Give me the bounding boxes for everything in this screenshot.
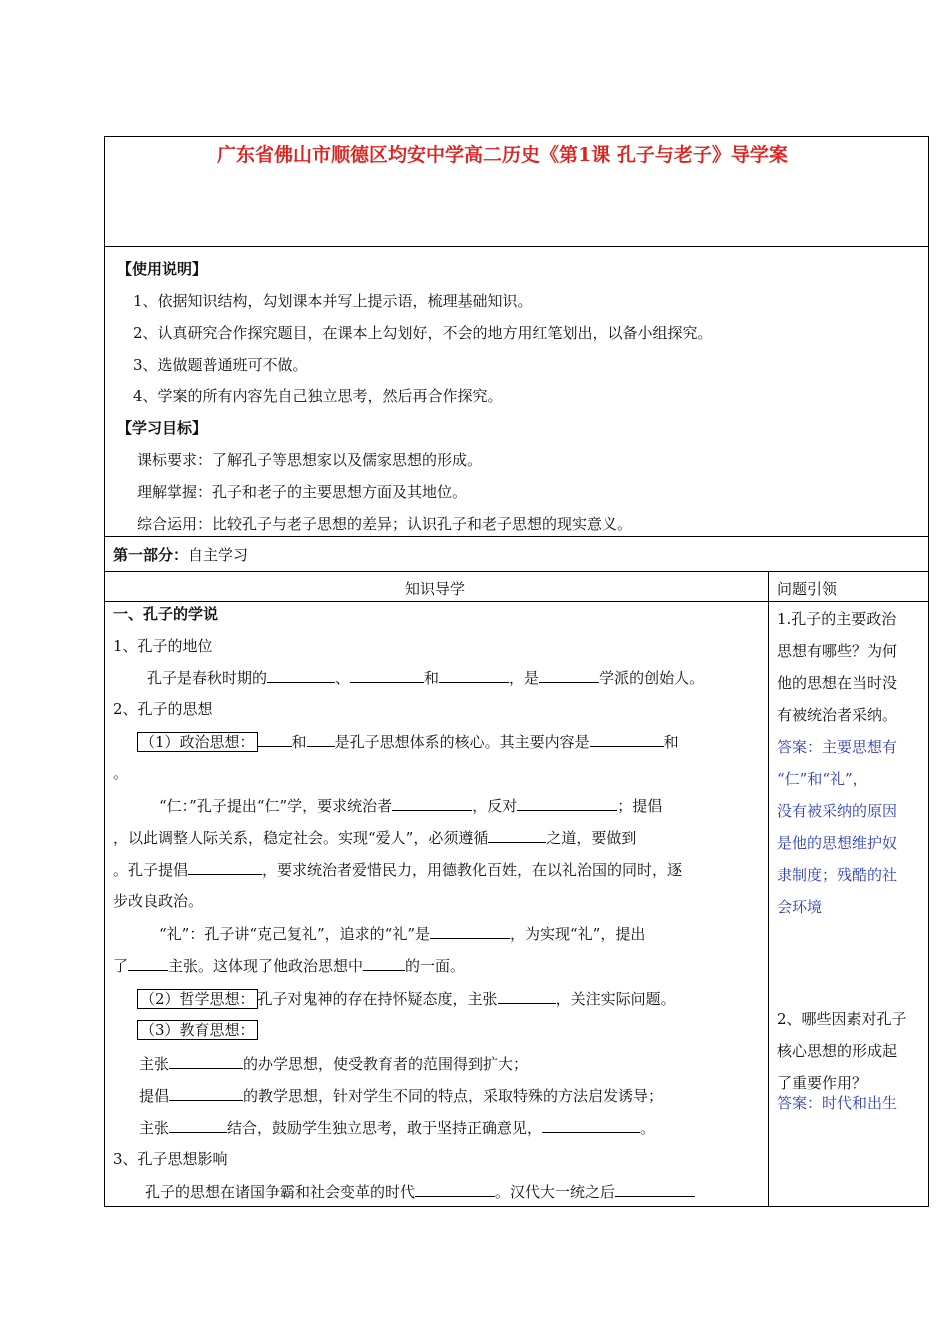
- fill-line: 提倡 的教学思想，针对学生不同的特点，采取特殊的方法启发诱导；: [139, 1087, 664, 1105]
- question-1: 1.孔子的主要政治 思想有哪些？为何 他的思想在当时没 有被统治者采纳。: [777, 610, 898, 724]
- goal-item: 理解掌握：孔子和老子的主要思想方面及其地位。: [137, 483, 468, 501]
- fill-line: 主张 结合，鼓励学生独立思考，敢于坚持正确意见， 。: [139, 1119, 656, 1137]
- fill-line: “仁：”孔子提出“仁”学，要求统治者 ，反对 ；提倡: [159, 797, 663, 815]
- usage-item: 3、选做题普通班可不做。: [133, 356, 308, 374]
- row-divider: [105, 571, 928, 572]
- fill-line: “礼”：孔子讲“克己复礼”，追求的“礼”是 ，为实现“礼”，提出: [159, 925, 646, 943]
- goal-item: 综合运用：比较孔子与老子思想的差异；认识孔子和老子思想的现实意义。: [137, 515, 633, 533]
- column-header-right: 问题引领: [777, 580, 838, 598]
- subsection-heading: 3、孔子思想影响: [113, 1150, 228, 1168]
- fill-line: （2）哲学思想： 孔子对鬼神的存在持怀疑态度，主张 ，关注实际问题。: [137, 988, 676, 1009]
- text-line: 。: [113, 764, 129, 782]
- usage-item: 4、学案的所有内容先自己独立思考，然后再合作探究。: [133, 387, 503, 405]
- fill-line: （1）政治思想： 和 是孔子思想体系的核心。其主要内容是 和: [137, 731, 679, 752]
- text-line: 步改良政治。: [113, 892, 204, 910]
- education-heading: [137, 1020, 258, 1040]
- education-thought-box: （3）教育思想：: [137, 1020, 258, 1040]
- usage-item: 2、认真研究合作探究题目，在课本上勾划好，不会的地方用红笔划出，以备小组探究。: [133, 324, 713, 342]
- fill-line: 孔子是春秋时期的 、 和 ，是 学派的创始人。: [147, 669, 705, 687]
- part-heading: 第一部分：自主学习: [113, 546, 249, 564]
- question-2: 2、哪些因素对孔子 核心思想的形成起 了重要作用？: [777, 1010, 907, 1092]
- worksheet-table: [104, 136, 929, 1207]
- political-thought-box: （1）政治思想：: [137, 732, 258, 752]
- usage-item: 1、依据知识结构，勾划课本并写上提示语，梳理基础知识。: [133, 292, 533, 310]
- row-divider: [105, 536, 928, 537]
- goal-item: 课标要求：了解孔子等思想家以及儒家思想的形成。: [137, 451, 483, 469]
- usage-heading: 【使用说明】: [117, 260, 208, 278]
- column-divider: [768, 571, 769, 1206]
- section-heading: 一、孔子的学说: [113, 605, 219, 623]
- fill-line: ，以此调整人际关系，稳定社会。实现“爱人”，必须遵循 之道，要做到: [113, 829, 637, 847]
- answer-2: 答案：时代和出生: [777, 1094, 898, 1112]
- goals-heading: 【学习目标】: [117, 419, 208, 437]
- row-divider: [105, 246, 928, 247]
- fill-line: 主张 的办学思想，使受教育者的范围得到扩大；: [139, 1055, 529, 1073]
- fill-line: 了 主张。这体现了他政治思想中 的一面。: [113, 957, 466, 975]
- philosophy-thought-box: （2）哲学思想：: [137, 989, 258, 1009]
- subsection-heading: 2、孔子的思想: [113, 700, 213, 718]
- answer-1: 答案：主要思想有 “仁”和“礼”， 没有被采纳的原因 是他的思想维护奴 隶制度；残酷的社 会环境: [777, 738, 898, 916]
- page-title: 广东省佛山市顺德区均安中学高二历史《第1课 孔子与老子》导学案: [217, 144, 788, 166]
- subsection-heading: 1、孔子的地位: [113, 637, 213, 655]
- fill-line: 。孔子提倡 ，要求统治者爱惜民力，用德教化百姓，在以礼治国的同时，逐: [113, 861, 683, 879]
- row-divider: [105, 601, 928, 602]
- fill-line: 孔子的思想在诸国争霸和社会变革的时代 。汉代大一统之后: [145, 1181, 695, 1202]
- column-header-left: 知识导学: [405, 580, 466, 598]
